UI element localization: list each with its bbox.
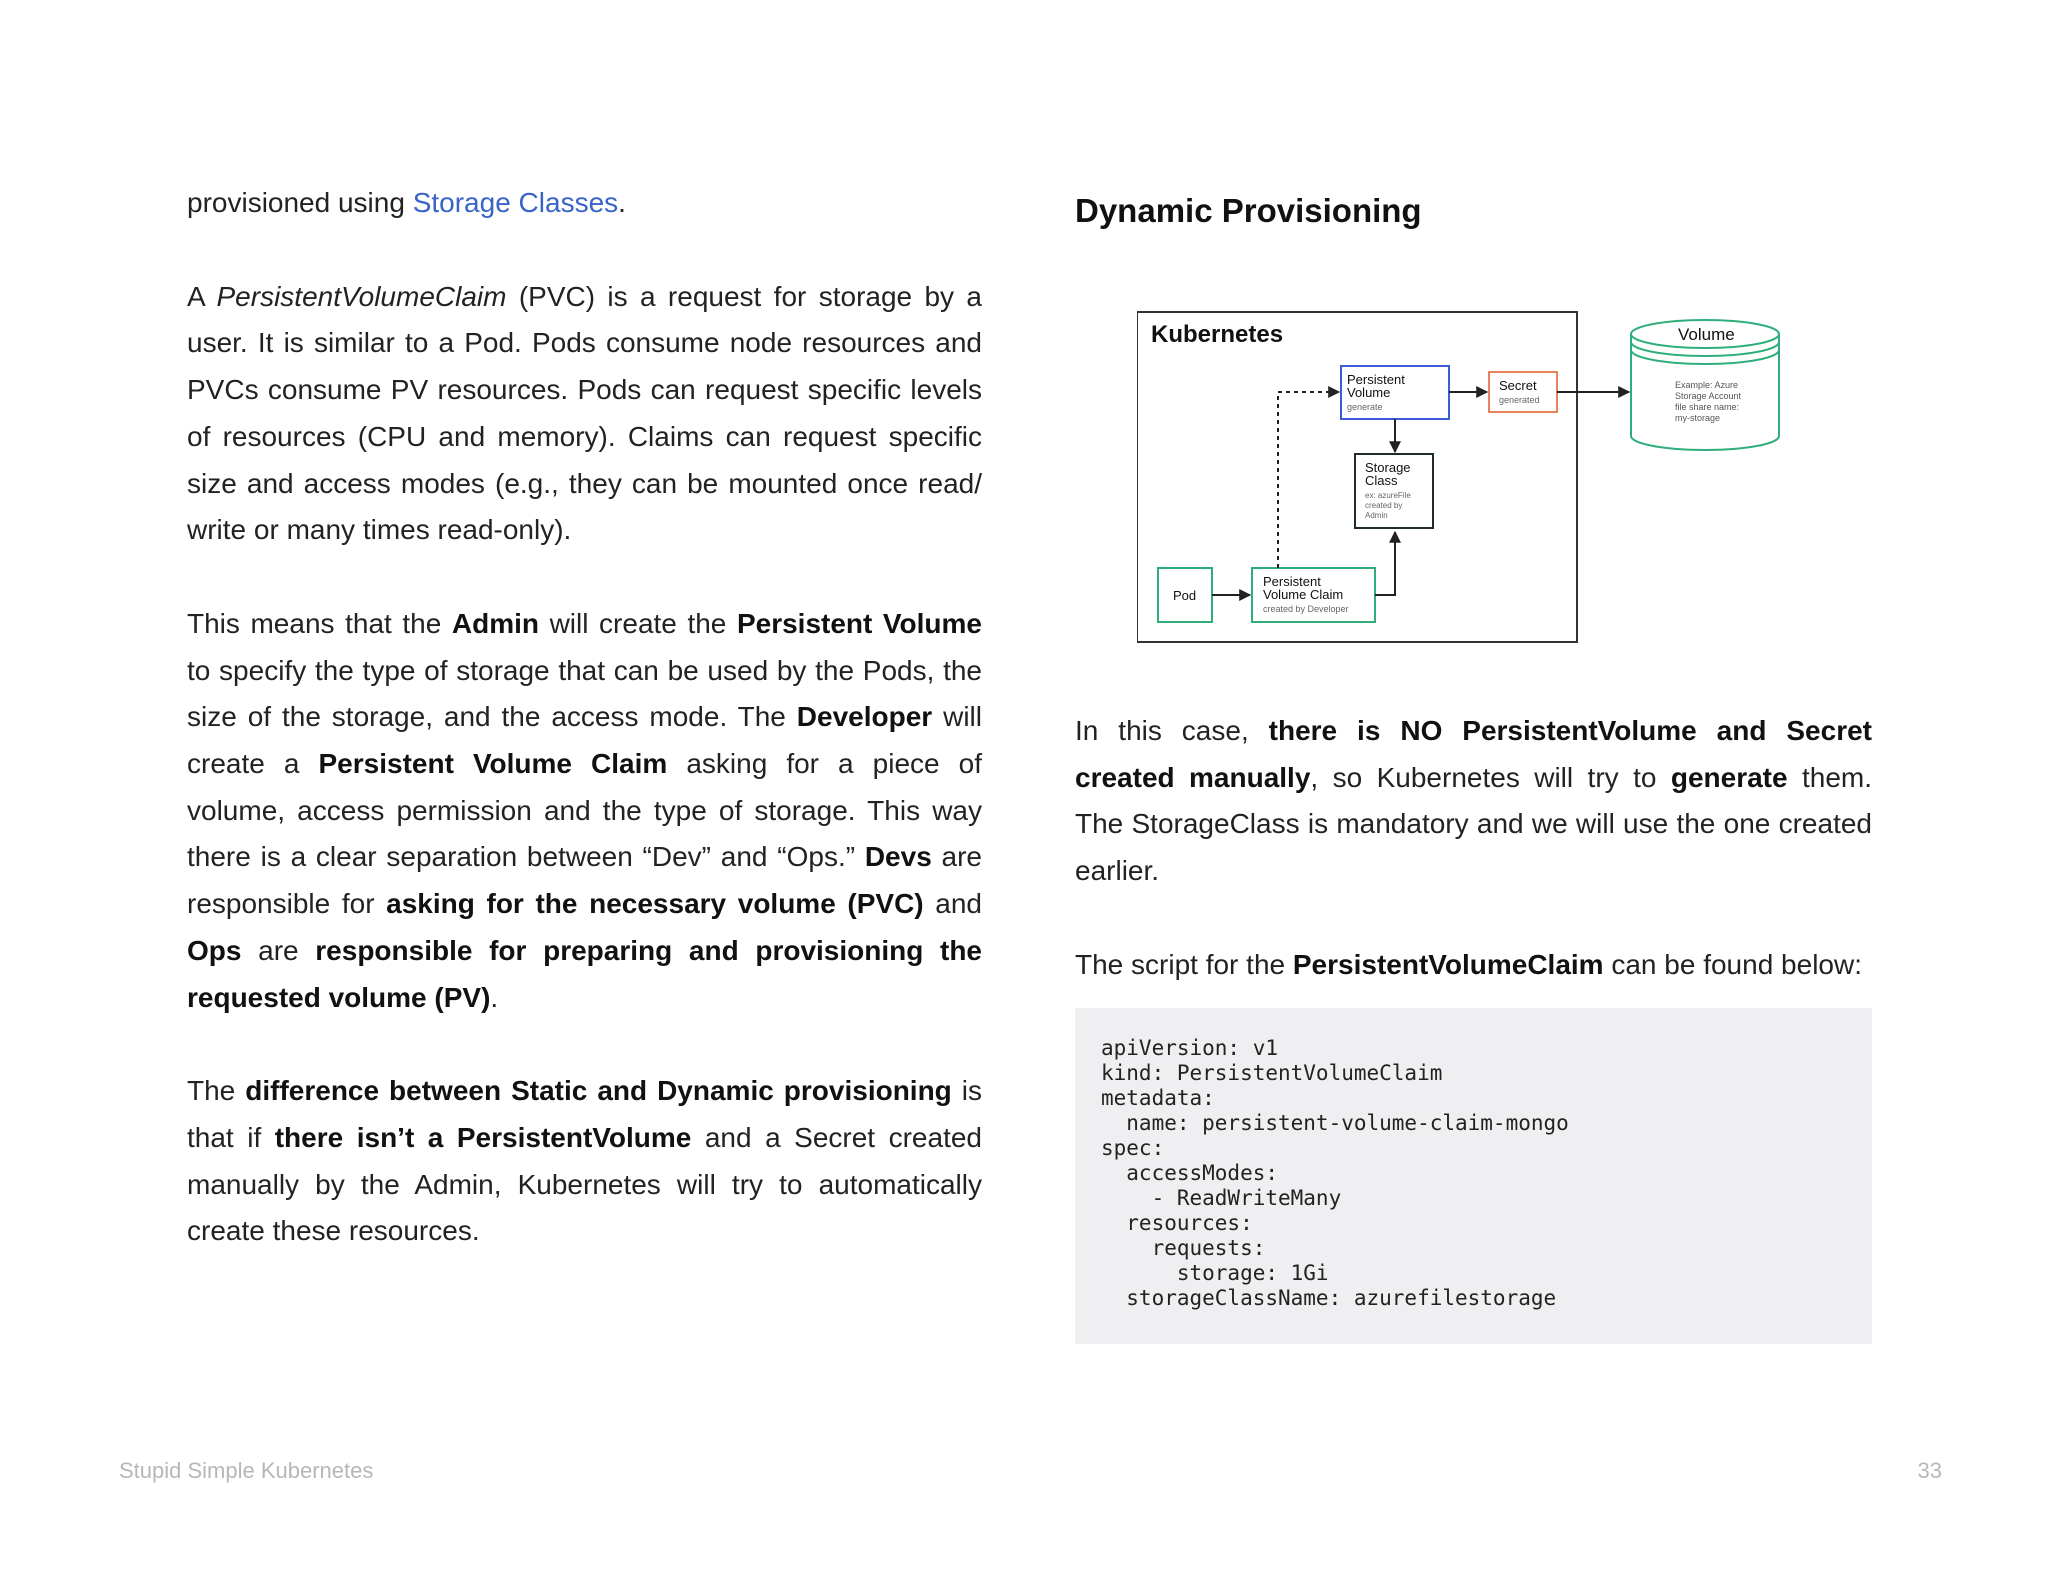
storage-class-sub-1: ex: azureFile [1365, 491, 1411, 500]
pvc-sub: created by Developer [1263, 604, 1349, 614]
paragraph-no-persistent-volume: In this case, there is NO PersistentVolume and Secret created manually, so Kubernetes will try to generate them. The StorageClass is mandatory and we will use the one created earlier. [1075, 715, 1873, 887]
pvc-title-2: Volume Claim [1263, 587, 1344, 602]
volume-sub-1: Example: Azure [1675, 380, 1739, 390]
paragraph-storage-classes: provisioned using Storage Classes. [187, 187, 626, 218]
pv-title-1: Persistent [1347, 372, 1405, 387]
volume-sub-2: Storage Account [1675, 391, 1742, 401]
dynamic-provisioning-diagram [1137, 306, 1793, 646]
footer-book-title: Stupid Simple Kubernetes [119, 1458, 374, 1483]
storage-classes-link[interactable]: Storage Classes [412, 187, 619, 218]
volume-sub-3: file share name: [1675, 402, 1740, 412]
pv-title-2: Volume [1347, 385, 1391, 400]
paragraph-pvc-definition: A PersistentVolumeClaim (PVC) is a request for storage by a user. It is similar to a Pod. Pods consume node resources and PVCs consume PV resources. Pods can request specific levels of resources (CPU and memory). Claims can request specific size and access modes (e.g., they can be mounted once read/ write or many times read-only). [187, 280, 982, 546]
storage-class-sub-2: created by [1365, 501, 1403, 510]
volume-title: Volume [1678, 325, 1735, 344]
storage-class-title-1: Storage [1365, 460, 1411, 475]
footer-page-number: 33 [1917, 1458, 1942, 1483]
volume-sub-4: my-storage [1675, 413, 1721, 423]
paragraph-admin-developer: This means that the Admin will create the Persistent Volume to specify the type of storage that can be used by the Pods, the size of the storage, and the access mode. The Developer will create a Persistent Volume Claim asking for a piece of volume, access permission and the type of storage. This way there is a clear separation between “Dev” and “Ops.” Devs are responsible for asking for the necessary volume (PVC) and Ops are responsible for preparing and provisioning the requested volume (PV). [187, 607, 983, 1013]
pvc-yaml-code-block: apiVersion: v1 kind: PersistentVolumeClaim metadata: name: persistent-volume-claim-mongo spec: accessModes: - ReadWriteMany resources: requests: storage: 1Gi storageClassName: azurefilestorage [1075, 1008, 1872, 1344]
storage-class-sub-3: Admin [1365, 511, 1388, 520]
pv-sub: generate [1347, 402, 1383, 412]
paragraph-static-vs-dynamic: The difference between Static and Dynamic provisioning is that if there isn’t a PersistentVolume and a Secret created manually by the Admin, Kubernetes will try to automatically create these resources. [187, 1075, 983, 1247]
paragraph-script-intro: The script for the PersistentVolumeClaim can be found below: [1075, 948, 1862, 980]
storage-class-title-2: Class [1365, 473, 1398, 488]
secret-title: Secret [1499, 378, 1537, 393]
pod-title: Pod [1173, 588, 1197, 603]
section-heading: Dynamic Provisioning [1075, 192, 1422, 229]
secret-sub: generated [1499, 395, 1540, 405]
left-column [187, 180, 982, 1302]
kubernetes-title: Kubernetes [1151, 321, 1284, 348]
pvc-title-1: Persistent [1263, 574, 1321, 589]
